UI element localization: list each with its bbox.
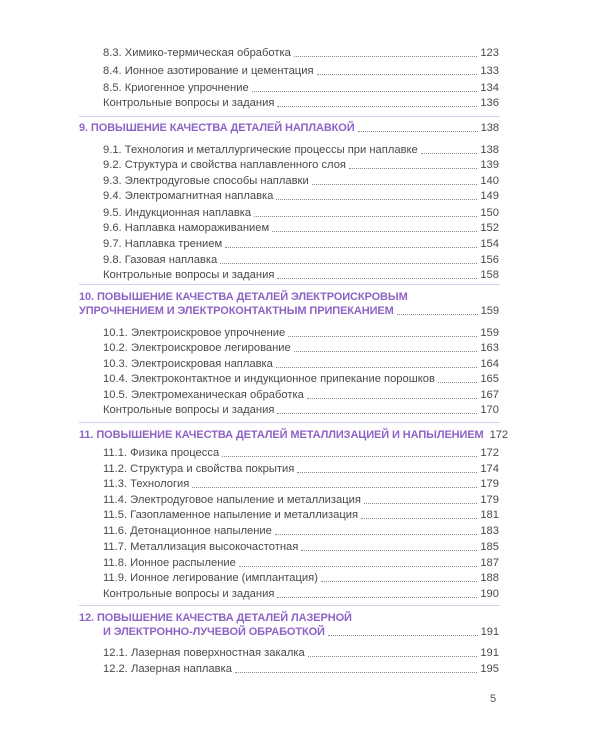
- dot-leader: [361, 518, 477, 519]
- toc-entry-page: 187: [480, 557, 499, 569]
- toc-entry-label: 8.5. Криогенное упрочнение: [103, 82, 249, 94]
- toc-entry-page: 150: [480, 207, 499, 219]
- toc-entry: [79, 556, 499, 570]
- toc-chapter-label: 11. ПОВЫШЕНИЕ КАЧЕСТВА ДЕТАЛЕЙ МЕТАЛЛИЗАЦИЕЙ И НАПЫЛЕНИЕМ: [79, 429, 484, 441]
- dot-leader: [235, 672, 477, 673]
- toc-entry-label: 11.1. Физика процесса: [103, 447, 220, 459]
- toc-entry-page: 149: [480, 190, 499, 202]
- toc-entry: [79, 46, 499, 60]
- toc-entry-label: 12.2. Лазерная наплавка: [103, 663, 232, 675]
- toc-entry-page: 179: [480, 494, 499, 506]
- toc-entry-label: 9.4. Электромагнитная наплавка: [103, 190, 274, 202]
- dot-leader: [294, 56, 477, 57]
- toc-entry-label: 9.6. Наплавка намораживанием: [103, 222, 270, 234]
- dot-leader: [312, 184, 478, 185]
- toc-entry-page: 154: [480, 238, 499, 250]
- toc-entry-label: 10.3. Электроискровая наплавка: [103, 358, 273, 370]
- toc-entry-label: 11.8. Ионное распыление: [103, 557, 236, 569]
- dot-leader: [328, 635, 478, 636]
- dot-leader: [397, 314, 478, 315]
- toc-entry-label: 8.3. Химико-термическая обработка: [103, 47, 291, 59]
- toc-entry-label: Контрольные вопросы и задания: [103, 588, 275, 600]
- toc-entry-label: 8.4. Ионное азотирование и цементация: [103, 65, 314, 77]
- dot-leader: [272, 231, 477, 232]
- toc-entry-page: 133: [480, 65, 499, 77]
- toc-entry: [79, 81, 499, 95]
- toc-entry-page: 159: [480, 327, 499, 339]
- section-divider: [79, 422, 500, 423]
- toc-entry-page: 179: [480, 478, 499, 490]
- dot-leader: [294, 351, 478, 352]
- toc-entry-page: 185: [480, 541, 499, 553]
- toc-entry: [79, 326, 499, 340]
- toc-entry-page: 172: [480, 447, 499, 459]
- dot-leader: [277, 106, 477, 107]
- toc-entry-label: 10.5. Электромеханическая обработка: [103, 389, 304, 401]
- toc-entry-label: 9.8. Газовая наплавка: [103, 254, 218, 266]
- toc-entry-label: 11.6. Детонационное напыление: [103, 525, 272, 537]
- toc-entry-page: 138: [480, 144, 499, 156]
- toc-entry-page: 139: [480, 159, 499, 171]
- toc-entry-label: Контрольные вопросы и задания: [103, 97, 275, 109]
- dot-leader: [239, 566, 477, 567]
- toc-entry-label: 11.7. Металлизация высокочастотная: [103, 541, 299, 553]
- dot-leader: [438, 382, 477, 383]
- toc-entry: [79, 237, 499, 251]
- toc-entry: [79, 268, 499, 282]
- dot-leader: [277, 413, 477, 414]
- dot-leader: [252, 91, 478, 92]
- toc-entry-page: 136: [480, 97, 499, 109]
- dot-leader: [225, 247, 477, 248]
- toc-entry-label: 11.9. Ионное легирование (имплантация): [103, 572, 318, 584]
- toc-entry-label: 11.4. Электродуговое напыление и металлизация: [103, 494, 361, 506]
- toc-chapter-label: 9. ПОВЫШЕНИЕ КАЧЕСТВА ДЕТАЛЕЙ НАПЛАВКОЙ: [79, 122, 355, 134]
- toc-entry: [79, 462, 499, 476]
- dot-leader: [317, 74, 478, 75]
- toc-entry: [79, 174, 499, 188]
- toc-entry-page: 191: [480, 626, 499, 638]
- toc-entry-page: 183: [480, 525, 499, 537]
- toc-entry-page: 191: [480, 647, 499, 659]
- toc-entry: [79, 206, 499, 220]
- dot-leader: [275, 534, 477, 535]
- toc-entry-label: 10.1. Электроискровое упрочнение: [103, 327, 286, 339]
- toc-entry-label: 9.5. Индукционная наплавка: [103, 207, 252, 219]
- dot-leader: [277, 278, 477, 279]
- toc-entry: [79, 587, 499, 601]
- toc-chapter-label-line2: И ЭЛЕКТРОННО-ЛУЧЕВОЙ ОБРАБОТКОЙ: [103, 626, 325, 638]
- toc-entry-label: Контрольные вопросы и задания: [103, 404, 275, 416]
- toc-chapter-label: 10. ПОВЫШЕНИЕ КАЧЕСТВА ДЕТАЛЕЙ ЭЛЕКТРОИСКРОВЫМ: [79, 291, 408, 303]
- toc-entry-page: 138: [480, 122, 499, 134]
- dot-leader: [276, 367, 477, 368]
- toc-chapter-label: 12. ПОВЫШЕНИЕ КАЧЕСТВА ДЕТАЛЕЙ ЛАЗЕРНОЙ: [79, 612, 352, 624]
- toc-entry: [79, 221, 499, 235]
- dot-leader: [222, 456, 477, 457]
- toc-entry-page: 195: [480, 663, 499, 675]
- toc-entry-label: 11.3. Технология: [103, 478, 190, 490]
- dot-leader: [308, 656, 478, 657]
- dot-leader: [301, 550, 477, 551]
- toc-entry-page: 170: [480, 404, 499, 416]
- section-divider: [79, 605, 500, 606]
- toc-entry: [79, 158, 499, 172]
- toc-chapter-label-line2: УПРОЧНЕНИЕМ И ЭЛЕКТРОКОНТАКТНЫМ ПРИПЕКАНИЕМ: [79, 305, 394, 317]
- toc-entry-page: 181: [480, 509, 499, 521]
- toc-entry: [79, 646, 499, 660]
- toc-entry: [79, 446, 499, 460]
- toc-entry-page: 123: [480, 47, 499, 59]
- toc-entry-page: 163: [480, 342, 499, 354]
- toc-entry-page: 159: [480, 305, 499, 317]
- toc-entry-label: 12.1. Лазерная поверхностная закалка: [103, 647, 305, 659]
- toc-entry-label: 9.7. Наплавка трением: [103, 238, 223, 250]
- toc-entry: [79, 96, 499, 110]
- toc-entry-label: 9.2. Структура и свойства наплавленного слоя: [103, 159, 346, 171]
- toc-entry-page: 134: [480, 82, 499, 94]
- toc-entry: [79, 493, 499, 507]
- toc-entry: [79, 64, 499, 78]
- toc-entry: [79, 388, 499, 402]
- toc-entry-label: 9.1. Технология и металлургические процессы при наплавке: [103, 144, 418, 156]
- toc-entry: [79, 357, 499, 371]
- toc-entry: [79, 403, 499, 417]
- dot-leader: [349, 168, 477, 169]
- toc-entry: [79, 143, 499, 157]
- dot-leader: [277, 597, 477, 598]
- dot-leader: [288, 336, 477, 337]
- dot-leader: [220, 263, 477, 264]
- toc-entry-page: 174: [480, 463, 499, 475]
- toc-entry-label: 9.3. Электродуговые способы наплавки: [103, 175, 309, 187]
- toc-entry: [79, 189, 499, 203]
- dot-leader: [307, 398, 477, 399]
- toc-chapter: [79, 121, 499, 135]
- toc-entry-label: Контрольные вопросы и задания: [103, 269, 275, 281]
- toc-entry: [79, 571, 499, 585]
- toc-entry-page: 152: [480, 222, 499, 234]
- toc-entry: [79, 524, 499, 538]
- section-divider: [79, 284, 500, 285]
- dot-leader: [321, 581, 477, 582]
- toc-chapter: [79, 290, 499, 318]
- toc-entry: [79, 477, 499, 491]
- toc-entry-page: 165: [480, 373, 499, 385]
- toc-entry-label: 10.2. Электроискровое легирование: [103, 342, 291, 354]
- toc-entry-page: 167: [480, 389, 499, 401]
- toc-entry-page: 140: [480, 175, 499, 187]
- dot-leader: [276, 199, 477, 200]
- dot-leader: [421, 153, 478, 154]
- toc-entry: [79, 253, 499, 267]
- toc-chapter: [79, 428, 509, 442]
- toc-entry: [79, 540, 499, 554]
- toc-entry-label: 11.5. Газопламенное напыление и металлизация: [103, 509, 359, 521]
- dot-leader: [364, 503, 477, 504]
- toc-entry: [79, 341, 499, 355]
- toc-entry-page: 172: [489, 429, 509, 441]
- dot-leader: [358, 131, 478, 132]
- toc-entry-page: 164: [480, 358, 499, 370]
- toc-entry-label: 11.2. Структура и свойства покрытия: [103, 463, 295, 475]
- toc-entry: [79, 508, 499, 522]
- toc-entry-page: 158: [480, 269, 499, 281]
- toc-entry-label: 10.4. Электроконтактное и индукционное припекание порошков: [103, 373, 435, 385]
- toc-entry: [79, 372, 499, 386]
- toc-chapter: [79, 611, 499, 639]
- toc-entry-page: 156: [480, 254, 499, 266]
- section-divider: [79, 116, 500, 117]
- dot-leader: [297, 472, 477, 473]
- dot-leader: [192, 487, 477, 488]
- toc-entry-page: 188: [480, 572, 499, 584]
- page-number: 5: [490, 693, 497, 705]
- toc-entry-page: 190: [480, 588, 499, 600]
- toc-entry: [79, 662, 499, 676]
- dot-leader: [254, 216, 477, 217]
